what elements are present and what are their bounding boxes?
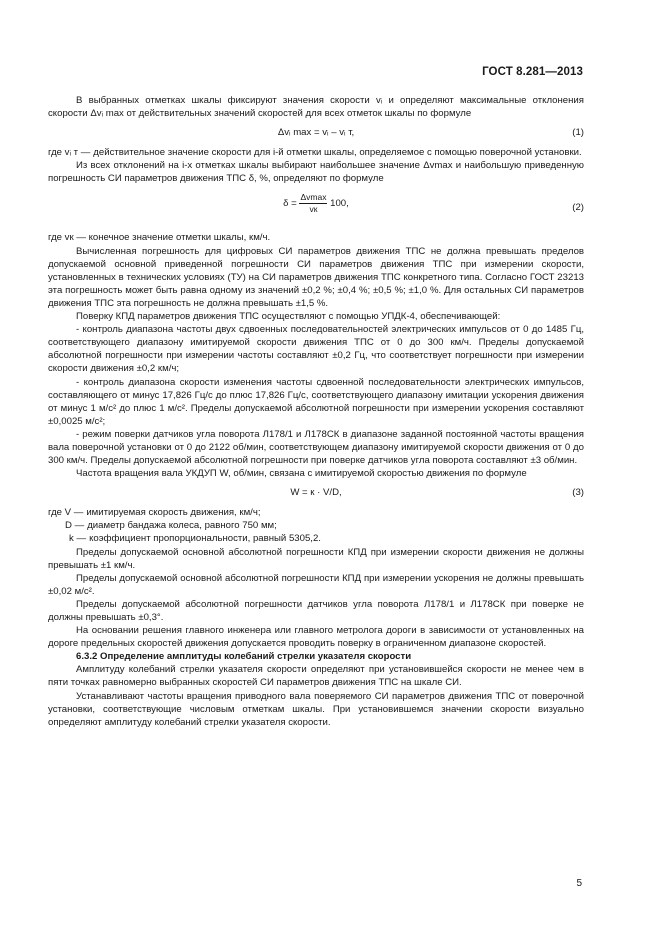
formula-1-number: (1) [572,127,584,139]
where-description: действительное значение скорости для i-й отметки шкалы, определяемое с помощью поверочной установки. [93,147,582,159]
where-description: коэффициент пропорциональности, равный 5305,2. [89,533,321,545]
where-symbol: k — [69,533,87,545]
formula-2-rhs: 100, [330,198,349,210]
list-item: - контроль диапазона частоты двух сдвоенных последовательностей электрических импульсов от 0 до 1485 Гц, соответствующего диапазону имитируемой скорости движения ТПС от 0 до 300 км/ч. Пределы допускаемой абсолютной погрешности при измерении частоты составляют ±0,2 Гц, что соответствует погрешности при измерении скорости движения ±0,2 км/ч; [48,324,584,375]
paragraph: Частота вращения вала УКДУП W, об/мин, связана с имитируемой скоростью движения по формуле [76,468,527,480]
formula-2-lhs: δ = [283,198,297,210]
formula-3-number: (3) [572,487,584,499]
formula-2 [48,192,584,226]
paragraph: Поверку КПД параметров движения ТПС осуществляют с помощью УПДК-4, обеспечивающей: [76,311,501,323]
paragraph: На основании решения главного инженера или главного метролога дороги в зависимости от установленных на дороге предельных скоростей движения допускается проводить поверку в ограниченном диапазоне скоростей. [48,625,584,650]
paragraph: Устанавливают частоты вращения приводного вала поверяемого СИ параметров движения ТПС от поверочной установки, соответствующие числовым отметкам шкалы. При установившемся значении скорости визуально определяют амплитуду колебаний стрелки указателя скорости. [48,690,584,728]
paragraph: Вычисленная погрешность для цифровых СИ параметров движения ТПС не должна превышать пределов допускаемой основной приведенной погрешности СИ параметров движения ТПС при измерении скорости, установленных в технических условиях (ТУ) на СИ параметров движения ТПС конкретного типа. Согласно ГОСТ 23213 эта погрешность может быть равна одному из значений ±0,2 %; ±0,4 %; ±0,5 %; ±1,0 %. Для остальных СИ параметров движения ТПС эта погрешность не должна превышать ±1,5 %. [48,245,584,309]
section-heading: 6.3.2 Определение амплитуды колебаний стрелки указателя скорости [76,651,412,663]
paragraph: Пределы допускаемой абсолютной погрешности датчиков угла поворота Л178/1 и Л178СК при поверке не должны превышать ±0,3°. [48,598,584,623]
formula-3-expression: W = к · V/D, [290,487,342,499]
where-symbol: где V — [48,507,84,519]
paragraph: Пределы допускаемой основной абсолютной погрешности КПД при измерении скорости движения не должны превышать ±1 км/ч. [48,546,584,571]
paragraph: Пределы допускаемой основной абсолютной погрешности КПД при измерении ускорения не должны превышать ±0,02 м/с². [48,572,584,597]
where-symbol: D — [65,520,85,532]
document-header-id: ГОСТ 8.281—2013 [482,66,583,78]
where-clause [48,146,584,159]
list-item: - режим поверки датчиков угла поворота Л178/1 и Л178СК в диапазоне заданной постоянной частоты вращения вала поверочной установки от 0 до 2122 об/мин, соответствующем диапазону имитируемой скорости движения от 0 до 300 км/ч. Пределы допускаемой абсолютной погрешности при поверке датчиков угла поворота составляют ±3 об/мин. [48,428,584,467]
where-clause [48,532,584,545]
paragraph: Из всех отклонений на i-х отметках шкалы выбирают наибольшее значение Δvmax и наибольшую приведенную погрешность СИ параметров движения ТПС δ, %, определяют по формуле [48,160,584,185]
paragraph: Амплитуду колебаний стрелки указателя скорости определяют при установившейся скорости не менее чем в пяти точках равномерно выбранных скоростей СИ параметров движения ТПС на шкале СИ. [48,664,584,689]
formula-2-expression [48,192,584,215]
list-item: - контроль диапазона скорости изменения частоты сдвоенной последовательности электрических импульсов, составляющего от минус 17,826 Гц/с до плюс 17,826 Гц/с, соответствующего диапазону имитации ускорения движения от минус 1 м/с² до плюс 1 м/с². Пределы допускаемой абсолютной погрешности при измерении ускорения составляют ±0,0025 м/с²; [48,376,584,427]
page-number: 5 [576,878,582,889]
where-clause [48,519,584,532]
formula-2-denominator: vк [309,204,318,215]
formula-3 [48,486,584,500]
formula-2-numerator: Δvmax [300,192,327,203]
formula-1 [48,126,584,140]
where-clause: где vк — конечное значение отметки шкалы, км/ч. [48,232,271,244]
where-symbol: где vᵢ т — [48,147,91,159]
formula-2-number: (2) [572,202,584,214]
formula-2-fraction [299,192,327,215]
paragraph: В выбранных отметках шкалы фиксируют значения скорости vᵢ и определяют максимальные отклонения скорости Δvᵢ max от действительных значений скоростей для всех отметок шкалы по формуле [48,95,584,120]
where-description: диаметр бандажа колеса, равного 750 мм; [87,520,277,532]
where-description: имитируемая скорость движения, км/ч; [86,507,261,519]
formula-1-expression: Δvᵢ max = vᵢ – vᵢ т, [277,127,355,139]
where-clause [48,506,584,519]
document-body [48,94,584,729]
